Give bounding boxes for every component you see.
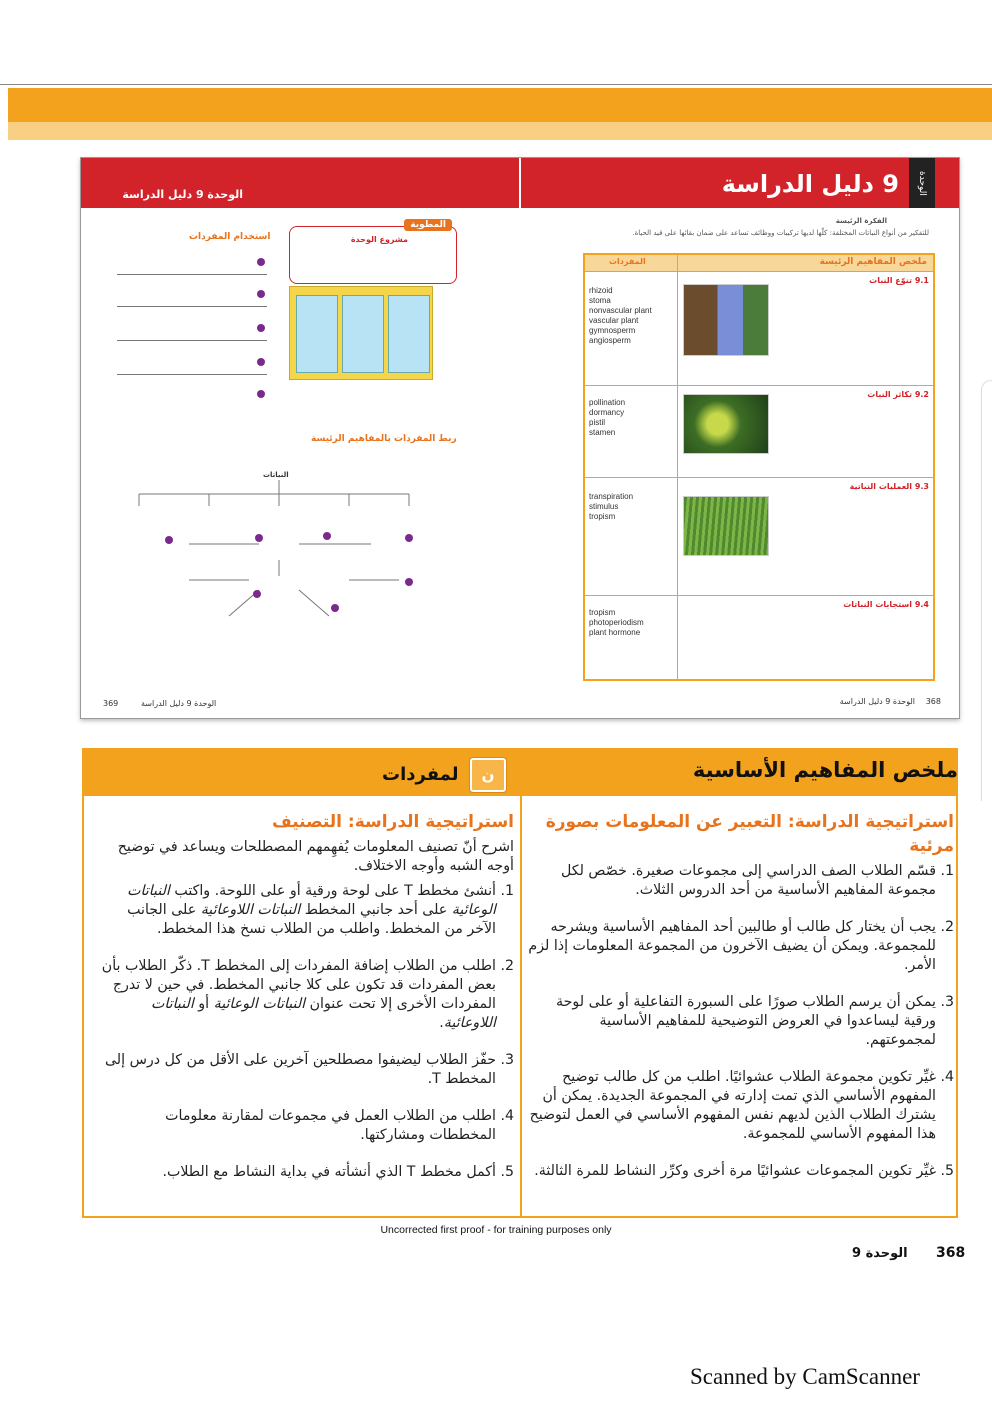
concept-map-title: ربط المفردات بالمفاهيم الرئيسة: [311, 434, 457, 444]
answer-line: [117, 274, 267, 275]
foldable-panel: [388, 295, 430, 373]
vocabulary-icon: ن: [470, 758, 506, 792]
spread-left-title: الوحدة 9 دليل الدراسة: [122, 188, 243, 201]
list-item: 5. غيِّر تكوين المجموعات عشوائيًا مرة أخرى وكرِّر النشاط للمرة الثالثة.: [528, 1162, 936, 1181]
header-band-light: [8, 122, 992, 140]
vocab-list-title: استخدام المفردات: [189, 232, 271, 242]
unit-tab: الوحدة: [909, 158, 935, 208]
top-rule: [0, 84, 992, 85]
big-idea-text: للتفكير من أنواع النباتات المختلفة: كلّها لديها تركيبات ووظائف تساعد على ضمان بقائها على قيد الحياة.: [632, 229, 929, 237]
section-title: 9.1 تنوّع النبات: [869, 276, 929, 285]
spread-right-header: [521, 158, 959, 208]
summary-table: [583, 253, 935, 681]
list-item: 4. غيِّر تكوين مجموعة الطلاب عشوائيًا. اطلب من كل طالب توضيح المفهوم الأساسي الذي تمت إدارته في المجموعة الجديدة. يمكن أن يشترك الطلاب الذين لديهم نفس المفهوم الأساسي في العمل لتوضيح هذا المفهوم الأساسي للمجموعة.: [528, 1068, 936, 1144]
list-item: 5. أكمل مخطط T الذي أنشأته في بداية النشاط مع الطلاب.: [96, 1163, 496, 1182]
classify-strategy-title: استراتيجية الدراسة: التصنيف: [271, 812, 514, 832]
foldable-panel: [342, 295, 384, 373]
foldable-title: مشروع الوحدة: [350, 235, 408, 244]
answer-line: [117, 340, 267, 341]
concept-map-diagram: [109, 480, 449, 630]
page-edge: [981, 380, 992, 801]
section-row: [585, 477, 933, 596]
summary-header: ملخص المفاهيم الرئيسة: [819, 257, 927, 267]
answer-line: [117, 374, 267, 375]
list-bullet: [257, 324, 265, 332]
vocab-list: transpiration stimulus tropism: [589, 492, 634, 521]
foldable-illustration: [289, 286, 433, 380]
pollination-photo: [683, 394, 769, 454]
foldable-label: المطوية: [404, 219, 452, 231]
panel-header: [82, 748, 958, 796]
teacher-panel: [82, 748, 958, 1218]
list-item: 4. اطلب من الطلاب العمل في مجموعات لمقارنة معلومات المخططات ومشاركتها.: [96, 1107, 496, 1145]
section-row: [585, 595, 933, 680]
key-concepts-heading: ملخص المفاهيم الأساسية: [692, 758, 958, 782]
cornfield-photo: [683, 496, 769, 556]
list-item: 2. اطلب من الطلاب إضافة المفردات إلى المخطط T. ذكّر الطلاب بأن بعض المفردات قد تكون على كلا جانبي المخطط. في حين لا تدرج المفردات الأخرى إلا تحت عنوان النباتات الوعائية أو النباتات اللاوعائية.: [96, 957, 496, 1033]
section-row: [585, 271, 933, 386]
list-item: 1. قسّم الطلاب الصف الدراسي إلى مجموعات صغيرة. خصّص لكل مجموعة المفاهيم الأساسية من أحد الدروس الثلاث.: [528, 862, 936, 900]
spread-left-header: [81, 158, 519, 208]
vocab-header: المفردات: [609, 257, 646, 266]
foldable-panel: [296, 295, 338, 373]
scanner-watermark: Scanned by CamScanner: [690, 1364, 920, 1389]
footer-page-number: 368: [936, 1245, 966, 1261]
spread-right-title: 9 دليل الدراسة: [721, 170, 899, 198]
vocabulary-column: [96, 810, 514, 1200]
list-item: 1. أنشئ مخطط T على لوحة ورقية أو على اللوحة. واكتب النباتات الوعائية على أحد جانبي المخطط النباتات اللاوعائية على الجانب الآخر من المخطط. واطلب من الطلاب نسخ هذا المخطط.: [96, 882, 496, 939]
list-item: 2. يجب أن يختار كل طالب أو طالبين أحد المفاهيم الأساسية ويشرحه للمجموعة. ويمكن أن يضيف الآخرون من المجموعة المعلومات إذا لزم الأمر.: [528, 918, 936, 975]
concept-map-root: النباتات: [263, 471, 289, 479]
proof-note: Uncorrected first proof - for training purposes only: [380, 1224, 612, 1236]
list-bullet: [257, 358, 265, 366]
foldable-callout: [289, 220, 457, 284]
section-title: 9.2 تكاثر النبات: [867, 390, 929, 399]
section-row: [585, 385, 933, 478]
vocabulary-heading: لمفردات: [382, 764, 459, 785]
spread-footer-right: الوحدة 9 دليل الدراسة: [839, 697, 915, 706]
section-title: 9.3 العمليات النباتية: [849, 482, 929, 491]
list-bullet: [257, 258, 265, 266]
textbook-spread-image: [80, 157, 960, 719]
column-divider: [520, 796, 522, 1218]
vocab-list: rhizoid stoma nonvascular plant vascular plant gymnosperm angiosperm: [589, 286, 652, 345]
list-item: 3. حفّز الطلاب ليضيفوا مصطلحين آخرين على الأقل من كل درس إلى المخطط T.: [96, 1051, 496, 1089]
header-band: [8, 88, 992, 122]
footer-unit: الوحدة 9: [852, 1246, 908, 1261]
vocab-list: pollination dormancy pistil stamen: [589, 398, 626, 437]
list-item: 3. يمكن أن يرسم الطلاب صورًا على السبورة التفاعلية أو على لوحة ورقية ليساعدوا في العروض التوضيحية للمفاهيم الأساسية لمجموعتهم.: [528, 993, 936, 1050]
list-bullet: [257, 290, 265, 298]
answer-line: [117, 306, 267, 307]
key-concepts-column: [528, 810, 954, 1199]
spread-page-left: 369: [103, 699, 119, 708]
classify-intro: اشرح أنّ تصنيف المعلومات يُفهِمهم المصطلحات ويساعد في توضيح أوجه الشبه وأوجه الاختلاف.: [117, 839, 514, 874]
vocab-list: tropism photoperiodism plant hormone: [589, 608, 644, 637]
section-title: 9.4 استجابات النباتات: [843, 600, 929, 609]
list-bullet: [257, 390, 265, 398]
spread-page-right: 368: [925, 697, 941, 706]
big-idea-label: الفكرة الرئيسة: [835, 217, 887, 225]
tree-flower-photo: [683, 284, 769, 356]
visual-strategy-title: استراتيجية الدراسة: التعبير عن المعلومات بصورة مرئية: [545, 812, 954, 856]
spread-footer-left: الوحدة 9 دليل الدراسة: [141, 699, 217, 708]
